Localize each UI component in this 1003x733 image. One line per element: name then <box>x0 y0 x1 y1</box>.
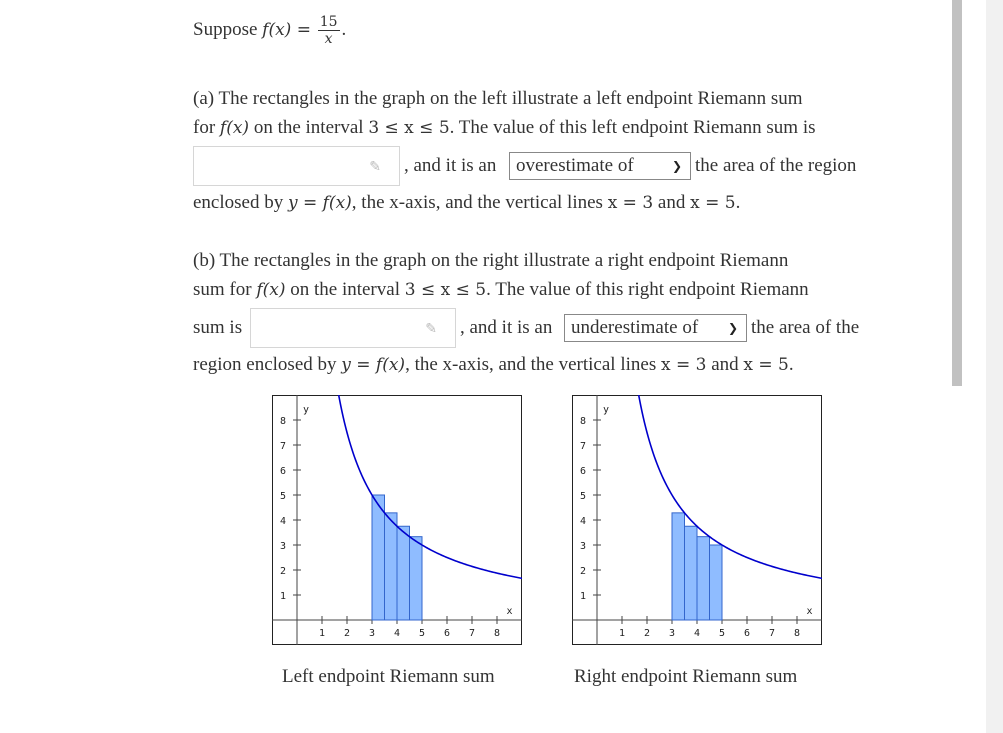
part-a-text: on the interval <box>249 117 369 138</box>
right-sum-answer-input[interactable] <box>250 308 456 348</box>
riemann-rectangle <box>410 537 423 620</box>
intro-function: f(x) = <box>262 19 311 40</box>
riemann-rectangle <box>385 513 398 620</box>
part-b-dropdown[interactable] <box>564 314 747 342</box>
y-axis-label: y <box>303 404 310 416</box>
y-tick-label: 5 <box>279 491 287 502</box>
part-a-after-box: , and it is an <box>404 155 497 176</box>
riemann-rectangle <box>710 545 723 620</box>
right-riemann-graph <box>572 395 822 645</box>
fraction-numerator: 15 <box>319 14 338 30</box>
part-a-line1: (a) The rectangles in the graph on the left illustrate a left endpoint Riemann sum <box>193 88 803 109</box>
part-a-text: and <box>653 192 691 213</box>
part-b-text: sum for <box>193 279 257 300</box>
x-tick-label: 6 <box>443 628 451 639</box>
y-tick-label: 1 <box>579 591 587 602</box>
x-tick-label: 3 <box>368 628 376 639</box>
part-a-dropdown[interactable] <box>509 152 691 180</box>
part-b-text: and <box>706 354 744 375</box>
y-axis-label: y <box>603 404 610 416</box>
intro-prefix: Suppose <box>193 18 258 40</box>
x-tick-label: 1 <box>618 628 626 639</box>
part-b-x5: x = 5 <box>743 355 789 375</box>
scrollbar-thumb[interactable] <box>952 0 962 386</box>
part-b-after-dropdown: the area of the <box>751 317 860 338</box>
riemann-rectangle <box>397 526 410 620</box>
chevron-down-icon: ❯ <box>671 159 682 173</box>
part-b-sum-is: sum is <box>193 317 243 338</box>
left-riemann-graph <box>272 395 522 645</box>
x-axis-label: x <box>506 606 513 617</box>
part-b-yfx: y = f(x) <box>341 355 406 375</box>
x-tick-label: 2 <box>643 628 651 639</box>
part-a-x5: x = 5 <box>690 193 736 213</box>
x-tick-label: 5 <box>418 628 426 639</box>
part-b-fx: f(x) <box>256 280 286 300</box>
part-b-interval: 3 ≤ x ≤ 5 <box>404 280 487 300</box>
x-tick-label: 3 <box>668 628 676 639</box>
part-b-x3: x = 3 <box>660 355 707 375</box>
y-tick-label: 7 <box>579 441 587 452</box>
part-b-text: . <box>788 354 794 375</box>
part-a-interval: 3 ≤ x ≤ 5 <box>368 118 450 138</box>
y-tick-label: 6 <box>579 466 587 477</box>
x-tick-label: 1 <box>318 628 326 639</box>
y-tick-label: 3 <box>579 541 587 552</box>
chevron-down-icon: ❯ <box>727 321 738 335</box>
y-tick-label: 2 <box>579 566 587 577</box>
problem-intro <box>193 14 346 47</box>
pencil-icon: ✎ <box>369 159 381 175</box>
right-graph-caption: Right endpoint Riemann sum <box>574 666 798 687</box>
part-b-dropdown-value: underestimate of <box>571 317 699 338</box>
fraction-denominator: x <box>324 31 333 47</box>
x-tick-label: 4 <box>393 628 401 639</box>
left-graph-caption: Left endpoint Riemann sum <box>282 666 495 687</box>
y-tick-label: 1 <box>279 591 287 602</box>
part-a-line4 <box>193 192 740 214</box>
x-axis-label: x <box>806 606 813 617</box>
intro-fraction <box>318 14 340 47</box>
part-b-line1: (b) The rectangles in the graph on the right illustrate a right endpoint Riemann <box>193 250 789 271</box>
part-a-text: . <box>735 192 741 213</box>
riemann-rectangle <box>372 495 385 620</box>
y-tick-label: 5 <box>579 491 587 502</box>
part-b-text: on the interval <box>285 279 405 300</box>
y-tick-label: 6 <box>279 466 287 477</box>
pencil-icon: ✎ <box>425 321 437 337</box>
y-tick-label: 3 <box>279 541 287 552</box>
scrollbar-track[interactable] <box>986 0 1003 733</box>
part-a-text: enclosed by <box>193 192 288 213</box>
left-sum-answer-input[interactable] <box>193 146 400 186</box>
part-b-text: , the x-axis, and the vertical lines <box>405 354 661 375</box>
x-tick-label: 8 <box>493 628 501 639</box>
part-a-dropdown-value: overestimate of <box>516 155 634 176</box>
x-tick-label: 5 <box>718 628 726 639</box>
x-tick-label: 7 <box>768 628 776 639</box>
y-tick-label: 4 <box>579 516 587 527</box>
riemann-rectangle <box>672 513 685 620</box>
part-a-text: , the x-axis, and the vertical lines <box>351 192 608 213</box>
y-tick-label: 4 <box>279 516 287 527</box>
part-b-text: region enclosed by <box>193 354 342 375</box>
part-a-line2 <box>193 117 816 139</box>
x-tick-label: 4 <box>693 628 701 639</box>
x-tick-label: 8 <box>793 628 801 639</box>
part-b-text: . The value of this right endpoint Riemann <box>486 279 809 300</box>
x-tick-label: 7 <box>468 628 476 639</box>
part-b-line2 <box>193 279 809 301</box>
riemann-rectangle <box>685 526 698 620</box>
y-tick-label: 8 <box>279 416 287 427</box>
part-a-x3: x = 3 <box>607 193 654 213</box>
intro-period: . <box>341 18 347 40</box>
part-b-line4 <box>193 354 794 376</box>
y-tick-label: 8 <box>579 416 587 427</box>
y-tick-label: 2 <box>279 566 287 577</box>
part-b-after-box: , and it is an <box>460 317 553 338</box>
x-tick-label: 6 <box>743 628 751 639</box>
part-a-fx: f(x) <box>219 118 250 138</box>
part-a-after-dropdown: the area of the region <box>695 155 857 176</box>
y-tick-label: 7 <box>279 441 287 452</box>
part-a-text: . The value of this left endpoint Riemann sum is <box>449 117 816 138</box>
x-tick-label: 2 <box>343 628 351 639</box>
part-a-yfx: y = f(x) <box>287 193 352 213</box>
part-a-text: for <box>193 117 220 138</box>
riemann-rectangle <box>697 537 710 620</box>
